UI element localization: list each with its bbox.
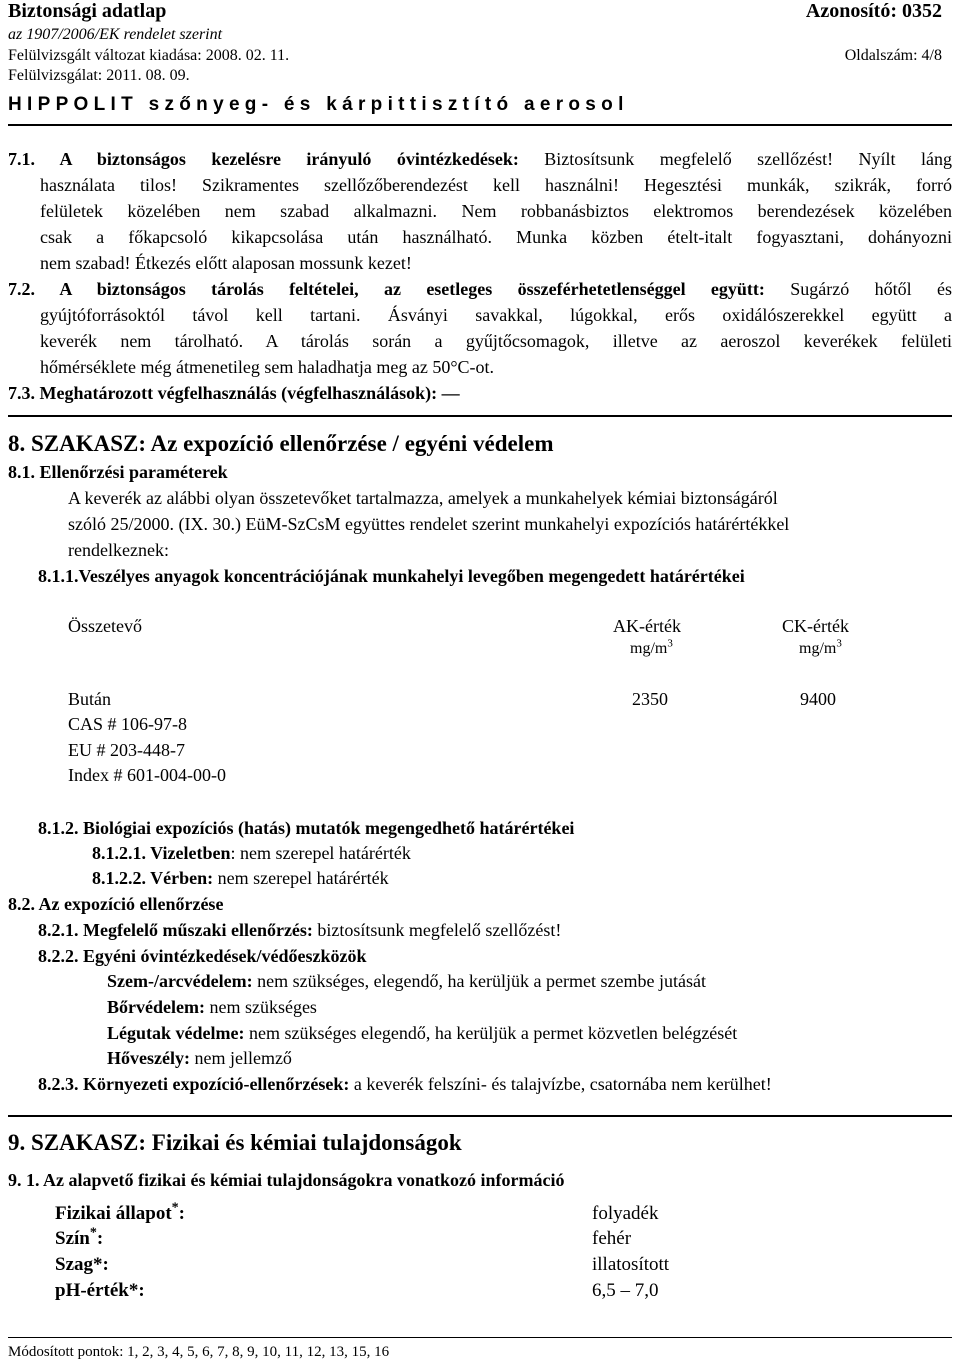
prop-state-label: Fizikai állapot*: <box>55 1200 185 1224</box>
s82-heading: 8.2. Az expozíció ellenőrzése <box>8 894 224 914</box>
modified-sections: Módosított pontok: 1, 2, 3, 4, 5, 6, 7, 8, 9, 10, 11, 12, 13, 15, 16 <box>8 1344 390 1360</box>
s821-line <box>38 920 561 941</box>
regulation-reference: az 1907/2006/EK rendelet szerint <box>8 26 223 43</box>
footer-divider <box>8 1337 952 1338</box>
product-name: HIPPOLIT szőnyeg- és kárpittisztító aerosol <box>8 94 629 115</box>
s71-line-4: csak a főkapcsoló kikapcsolása után használható. Munka közben ételt-italt fogyasztani, dohányozni <box>40 227 952 247</box>
section-9-title: 9. SZAKASZ: Fizikai és kémiai tulajdonságok <box>8 1130 462 1155</box>
s823-line <box>38 1074 772 1095</box>
section-8-divider <box>8 415 952 417</box>
review-date: Felülvizsgálat: 2011. 08. 09. <box>8 67 190 84</box>
ppe-respiratory-label: Légutak védelme: <box>107 1023 245 1043</box>
s821-label: 8.2.1. Megfelelő műszaki ellenőrzés: <box>38 920 313 940</box>
ppe-thermal-value: nem jellemző <box>189 1048 292 1068</box>
s8122-line <box>92 868 389 889</box>
ppe-respiratory-value: nem szükséges elegendő, ha kerüljük a permet közvetlen belégzését <box>244 1023 738 1043</box>
ck-value: 9400 <box>800 689 836 709</box>
component-name: Bután <box>68 689 111 709</box>
col-ck-header: CK-érték <box>782 616 849 636</box>
document-title: Biztonsági adatlap <box>8 0 167 22</box>
ak-unit: $mg/m^3$ <box>630 637 673 657</box>
s72-line-3: keverék nem tárolható. A tárolás során a gyűjtőcsomagok, illetve az aeroszol keverékek felületi <box>40 331 952 351</box>
s8122-label: 8.1.2.2. Vérben: <box>92 868 214 888</box>
prop-ph-label: pH-érték*: <box>55 1280 145 1301</box>
ppe-eye-value: nem szükséges, elegendő, ha kerüljük a permet szembe jutását <box>252 971 706 991</box>
s81-heading: 8.1. Ellenőrzési paraméterek <box>8 462 228 482</box>
prop-ph-value: 6,5 – 7,0 <box>592 1280 659 1301</box>
s72-line-1: 7.2. A biztonságos tárolás feltételei, az esetleges összeférhetetlenséggel együtt: Sugárzó hőtől és <box>8 279 952 299</box>
s73-heading: 7.3. Meghatározott végfelhasználás (végfelhasználások): — <box>8 383 460 403</box>
s71-heading: 7.1. A biztonságos kezelésre irányuló óvintézkedések: <box>8 149 519 169</box>
s71-line-1: 7.1. A biztonságos kezelésre irányuló óvintézkedések: Biztosítsunk megfelelő szellőzést! Nyílt láng <box>8 149 952 169</box>
prop-color-label: Szín*: <box>55 1225 104 1249</box>
revised-issue-date: Felülvizsgált változat kiadása: 2008. 02. 11. <box>8 47 290 64</box>
ak-value: 2350 <box>632 689 668 709</box>
ppe-thermal <box>107 1048 292 1069</box>
ppe-eye-label: Szem-/arcvédelem: <box>107 971 253 991</box>
s8121-line <box>92 843 411 864</box>
s72-heading: 7.2. A biztonságos tárolás feltételei, az esetleges összeférhetetlenséggel együtt: <box>8 279 765 299</box>
s72-line-4: hőmérséklete még átmenetileg sem haladhatja meg az 50°C-ot. <box>40 357 495 377</box>
s91-heading: 9. 1. Az alapvető fizikai és kémiai tulajdonságokra vonatkozó információ <box>8 1170 565 1190</box>
s71-line-2: használata tilos! Szikramentes szellőzőberendezést kell használni! Hegesztési munkák, szikrák, forró <box>40 175 952 195</box>
ppe-thermal-label: Hőveszély: <box>107 1048 190 1068</box>
s812-heading: 8.1.2. Biológiai expozíciós (hatás) mutatók megengedhető határértékei <box>38 818 575 838</box>
cas-number: CAS # 106-97-8 <box>68 714 188 734</box>
s821-value: biztosítsunk megfelelő szellőzést! <box>312 920 562 940</box>
s8121-value: : nem szerepel határérték <box>230 843 411 863</box>
s8122-value: nem szerepel határérték <box>213 868 389 888</box>
page-number: Oldalszám: 4/8 <box>844 47 942 64</box>
col-component-header: Összetevő <box>68 616 142 636</box>
eu-number: EU # 203-448-7 <box>68 740 185 760</box>
document-identifier: Azonosító: 0352 <box>805 0 942 22</box>
ppe-eye <box>107 971 706 992</box>
s71-line-5: nem szabad! Étkezés előtt alaposan mossunk kezet! <box>40 253 412 273</box>
s81-line-2: szóló 25/2000. (IX. 30.) EüM-SzCsM együttes rendelet szerint munkahelyi expozíciós határértékkel <box>68 514 790 534</box>
s822-heading: 8.2.2. Egyéni óvintézkedések/védőeszközök <box>38 946 367 966</box>
prop-odor-value: illatosított <box>592 1254 670 1275</box>
s823-value: a keverék felszíni- és talajvízbe, csatornába nem kerülhet! <box>349 1074 772 1094</box>
section-9-divider <box>8 1115 952 1117</box>
s72-line-2: gyújtóforrásoktól távol kell tartani. Ásványi savakkal, lúgokkal, erős oxidálószerekkel együtt a <box>40 305 952 325</box>
prop-state-value: folyadék <box>592 1203 659 1224</box>
s81-line-1: A keverék az alábbi olyan összetevőket tartalmazza, amelyek a munkahelyek kémiai biztonságáról <box>68 488 778 508</box>
prop-color-value: fehér <box>592 1228 632 1249</box>
ppe-skin <box>107 997 317 1018</box>
section-8-title: 8. SZAKASZ: Az expozíció ellenőrzése / egyéni védelem <box>8 431 554 456</box>
prop-odor-label: Szag*: <box>55 1254 109 1275</box>
s823-label: 8.2.3. Környezeti expozíció-ellenőrzések: <box>38 1074 350 1094</box>
col-ak-header: AK-érték <box>613 616 681 636</box>
ppe-skin-label: Bőrvédelem: <box>107 997 205 1017</box>
index-number: Index # 601-004-00-0 <box>68 765 226 785</box>
s811-heading: 8.1.1.Veszélyes anyagok koncentrációjának munkahelyi levegőben megengedett határértékei <box>38 566 745 586</box>
ppe-respiratory <box>107 1023 737 1044</box>
s81-line-3: rendelkeznek: <box>68 540 169 560</box>
s8121-label: 8.1.2.1. Vizeletben <box>92 843 231 863</box>
header-divider <box>8 124 952 126</box>
ppe-skin-value: nem szükséges <box>204 997 317 1017</box>
ck-unit: $mg/m^3$ <box>799 637 842 657</box>
s71-line-3: felületek közelében nem szabad alkalmazni. Nem robbanásbiztos elektromos berendezések közelében <box>40 201 952 221</box>
